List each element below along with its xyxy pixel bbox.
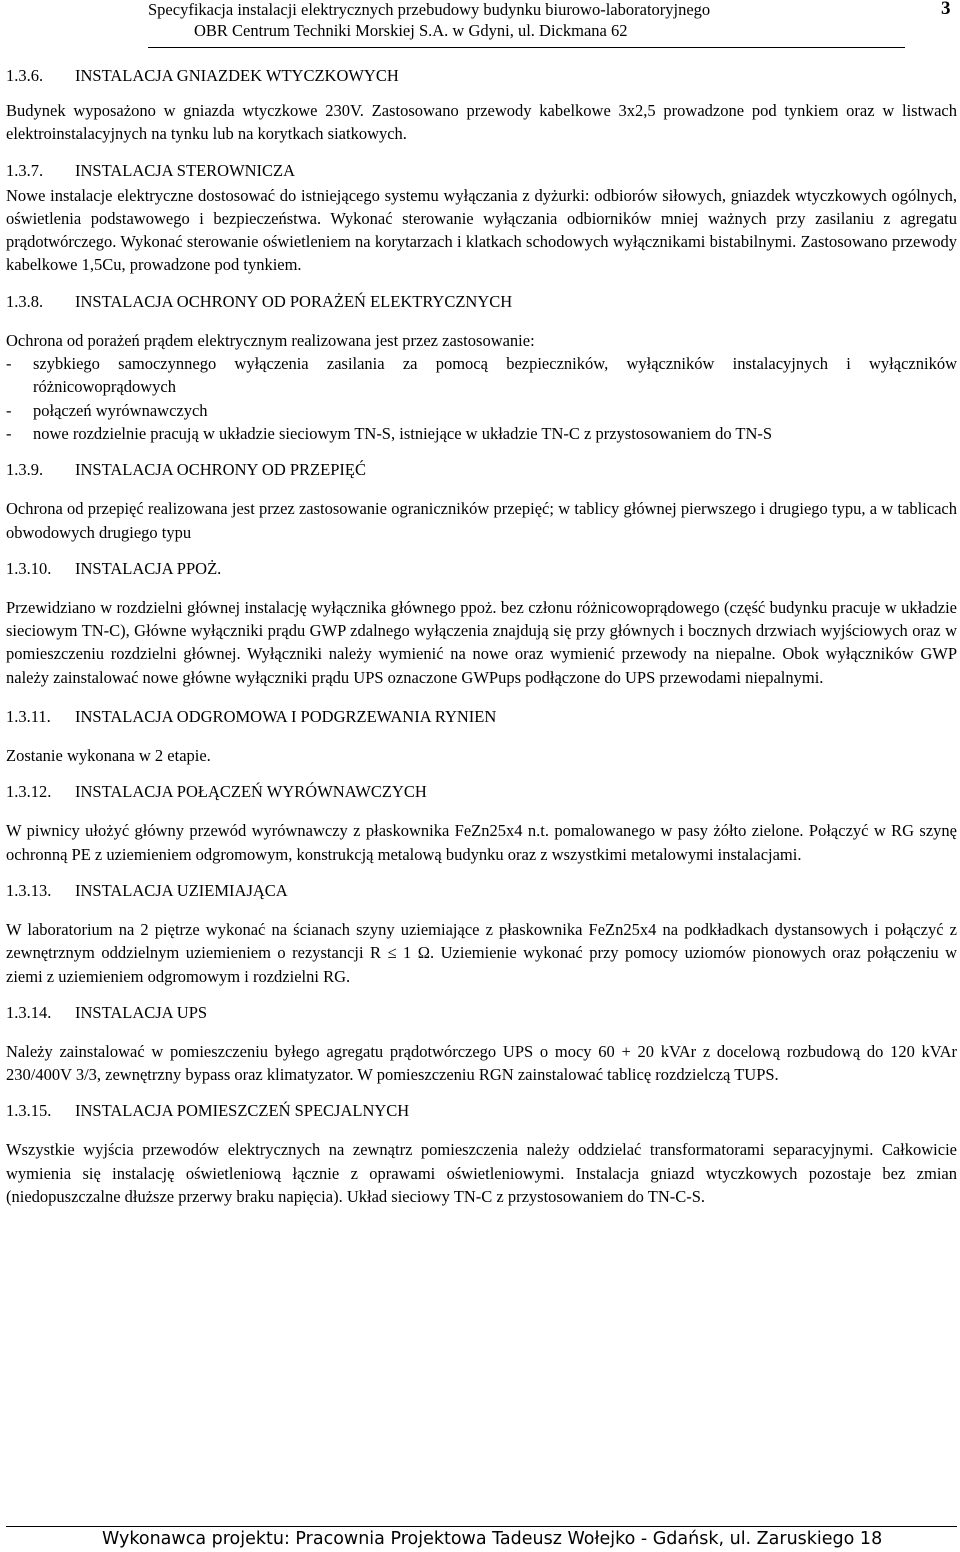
section-paragraph: Ochrona od przepięć realizowana jest przez zastosowanie ograniczników przepięć; w tablicy głównej pierwszego i drugiego typu, a w tablicach obwodowych drugiego typu <box>6 499 957 542</box>
section-title: INSTALACJA POMIESZCZEŃ SPECJALNYCH <box>75 1101 410 1121</box>
section-paragraph: Przewidziano w rozdzielni głównej instalację wyłącznika głównego ppoż. bez członu różnicowoprądowego (część budynku pracuje w układzie sieciowym TN-C), Główne wyłączniki prądu GWP zdalnego wyłączenia znajdują się przy głównych i bocznych drzwiach wyjściowych oraz w pomieszczeniu rozdzielni głównej. Wyłączniki należy wymienić na nowe oraz wymienić przewody na niepalne. Obok wyłączników GWP należy zainstalować nowe główne wyłączniki prądu UPS oznaczone GWPups podłączone do UPS przewodami niepalnymi. <box>6 597 957 687</box>
section-paragraph: Należy zainstalować w pomieszczeniu byłego agregatu prądotwórczego UPS o mocy 60 + 20 kVAr z docelową rozbudową do 120 kVAr 230/400V 3/3, zewnętrzny bypass oraz klimatyzator. W pomieszczeniu RGN zainstalować tablicę rozdzielczą TUPS. <box>6 1041 957 1085</box>
section-heading-1-3-8 <box>6 289 957 315</box>
section-heading-1-3-9 <box>6 457 957 483</box>
section-number: 1.3.8. <box>6 291 44 311</box>
section-number: 1.3.9. <box>6 460 44 480</box>
section-paragraph: Nowe instalacje elektryczne dostosować do istniejącego systemu wyłączania z dyżurki: odbiorów siłowych, gniazdek wtyczkowych ogólnych, oświetlenia podstawowego i bezpieczeństwa. Wykonać sterowanie wyłączania odbiorników mniej ważnych przy zasilaniu z agregatu prądotwórczego. Wykonać sterowanie oświetleniem na korytarzach i klatkach schodowych wyłącznikami bistabilnymi. Zastosowano przewody kabelkowe 1,5Cu, prowadzone pod tynkiem. <box>6 185 957 275</box>
section-paragraph: Wszystkie wyjścia przewodów elektrycznych na zewnątrz pomieszczenia należy oddzielać transformatorami separacyjnymi. Całkowicie wymienia się instalację oświetleniową łącznie z oprawami oświetleniowymi. Instalacja gniazd wtyczkowych pozostaje bez zmian (niedopuszczalne dłuższe przerwy braku napięcia). Układ sieciowy TN-C z przystosowaniem do TN-C-S. <box>6 1140 957 1207</box>
section-heading-1-3-10 <box>6 556 957 582</box>
section-title: INSTALACJA UPS <box>75 1002 208 1022</box>
document-body <box>6 63 957 1208</box>
section-heading-1-3-15 <box>6 1098 957 1124</box>
list-item: - połączeń wyrównawczych <box>6 400 208 420</box>
section-number: 1.3.12. <box>6 782 52 802</box>
section-title: INSTALACJA POŁĄCZEŃ WYRÓWNAWCZYCH <box>75 782 427 802</box>
header-divider <box>148 47 905 48</box>
footer-divider <box>6 1526 957 1527</box>
list-item: - nowe rozdzielnie pracują w układzie sieciowym TN-S, istniejące w układzie TN-C z przystosowaniem do TN-S <box>6 423 773 443</box>
page-number: 3 <box>941 0 951 19</box>
section-title: INSTALACJA OCHRONY OD PRZEPIĘĆ <box>75 460 366 480</box>
section-title: INSTALACJA ODGROMOWA I PODGRZEWANIA RYNIEN <box>75 707 497 727</box>
section-heading-1-3-6 <box>6 63 957 89</box>
section-title: INSTALACJA OCHRONY OD PORAŻEŃ ELEKTRYCZNYCH <box>75 291 513 311</box>
section-heading-1-3-12 <box>6 779 957 805</box>
page-header <box>0 0 960 52</box>
section-paragraph: Zostanie wykonana w 2 etapie. <box>6 746 211 766</box>
section-number: 1.3.15. <box>6 1101 52 1121</box>
section-number: 1.3.14. <box>6 1002 52 1022</box>
footer-text: Wykonawca projektu: Pracownia Projektowa Tadeusz Wołejko - Gdańsk, ul. Zaruskiego 18 <box>102 1529 883 1549</box>
header-title: Specyfikacja instalacji elektrycznych przebudowy budynku biurowo-laboratoryjnego <box>148 0 711 19</box>
section-number: 1.3.6. <box>6 66 44 85</box>
section-title: INSTALACJA UZIEMIAJĄCA <box>75 880 288 900</box>
section-heading-1-3-11 <box>6 704 957 730</box>
section-paragraph: W laboratorium na 2 piętrze wykonać na ścianach szyny uziemiające z płaskownika FeZn25x4 na podkładkach dystansowych i połączyć z zewnętrznym oddzielnym uziemieniem o rezystancji R ≤ 1 Ω. Uziemienie wykonać przy pomocy uziomów pionowych oraz połączeniu w ziemi z uziemieniem odgromowym i rozdzielni RG. <box>6 919 957 986</box>
section-heading-1-3-13 <box>6 878 957 904</box>
section-title: INSTALACJA PPOŻ. <box>75 558 222 578</box>
section-number: 1.3.10. <box>6 558 52 578</box>
section-heading-1-3-7 <box>6 158 957 184</box>
section-paragraph: W piwnicy ułożyć główny przewód wyrównawczy z płaskownika FeZn25x4 n.t. pomalowanego w pasy żółto zielone. Połączyć w RG szynę ochronną PE z uziemieniem odgromowym, konstrukcją metalową budynku oraz z wszystkimi metalowymi instalacjami. <box>6 821 957 864</box>
section-number: 1.3.13. <box>6 880 52 900</box>
section-heading-1-3-14 <box>6 1000 957 1026</box>
section-title: INSTALACJA STEROWNICZA <box>75 160 296 180</box>
list-item: - szybkiego samoczynnego wyłączenia zasilania za pomocą bezpieczników, wyłączników instalacyjnych i wyłączników różnicowoprądowych <box>6 354 957 397</box>
section-paragraph: Ochrona od porażeń prądem elektrycznym realizowana jest przez zastosowanie: <box>6 330 535 350</box>
header-subtitle: OBR Centrum Techniki Morskiej S.A. w Gdyni, ul. Dickmana 62 <box>194 21 628 40</box>
section-number: 1.3.7. <box>6 160 44 180</box>
section-paragraph: Budynek wyposażono w gniazda wtyczkowe 230V. Zastosowano przewody kabelkowe 3x2,5 prowadzone pod tynkiem oraz w listwach elektroinstalacyjnych na tynku lub na korytkach siatkowych. <box>6 101 957 144</box>
section-title: INSTALACJA GNIAZDEK WTYCZKOWYCH <box>75 66 399 85</box>
section-number: 1.3.11. <box>6 707 51 727</box>
